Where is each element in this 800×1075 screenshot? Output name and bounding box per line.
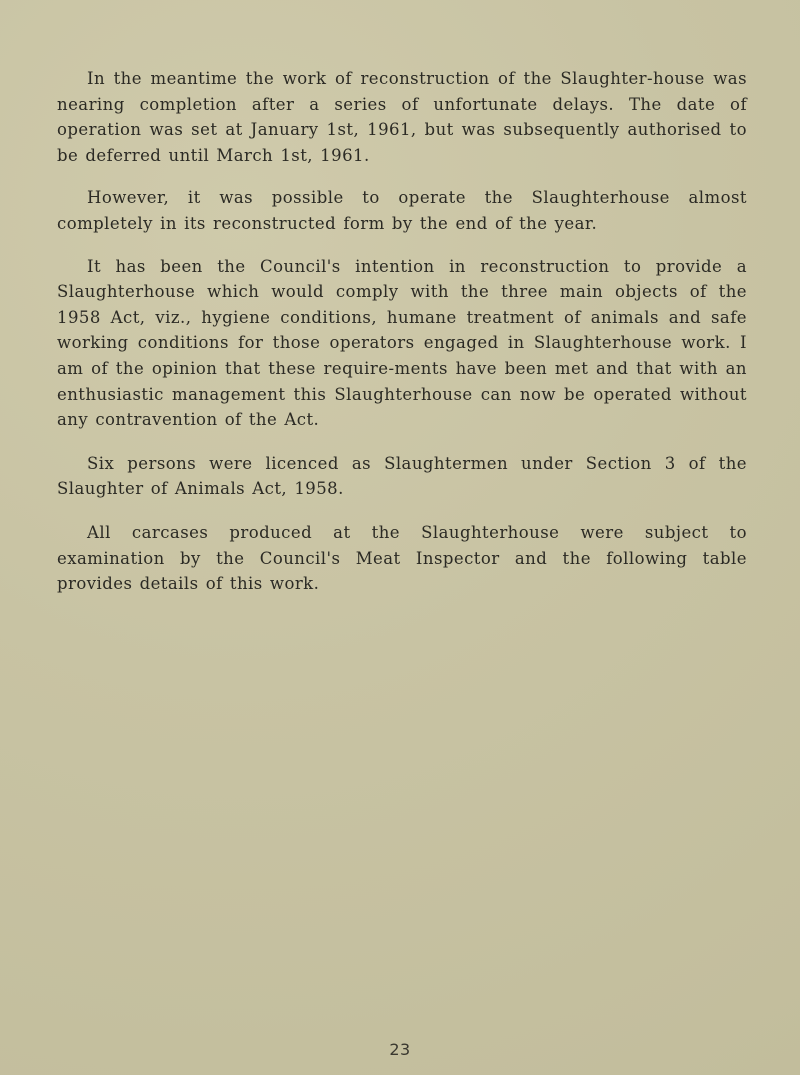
paragraph-council-intention: It has been the Council's intention in reconstruction to provide a Slaughterhouse which would comply with the three main objects of the 1958 Act, viz., hygiene conditions, humane treatment of animals and safe working conditions for those operators engaged in Slaughterhouse work. I am of the opinion that these require-ments have been met and that with an enthusiastic management this Slaughterhouse can now be operated without any contravention of the Act. bbox=[57, 256, 747, 430]
paragraph-operation: However, it was possible to operate the Slaughterhouse almost completely in its reconstructed form by the end of the year. bbox=[57, 188, 747, 233]
paragraph-reconstruction: In the meantime the work of reconstruction of the Slaughter-house was nearing completion after a series of unfortunate delays. The date of operation was set at January 1st, 1961, but was subsequently authorised to be deferred until March 1st, 1961. bbox=[57, 69, 747, 165]
document-body bbox=[57, 66, 747, 597]
page-number: 23 bbox=[389, 1040, 411, 1059]
paragraph-inspection: All carcases produced at the Slaughterhouse were subject to examination by the Council's Meat Inspector and the following table provides details of this work. bbox=[57, 522, 747, 594]
paragraph-slaughtermen: Six persons were licenced as Slaughtermen under Section 3 of the Slaughter of Animals Act, 1958. bbox=[57, 453, 747, 499]
